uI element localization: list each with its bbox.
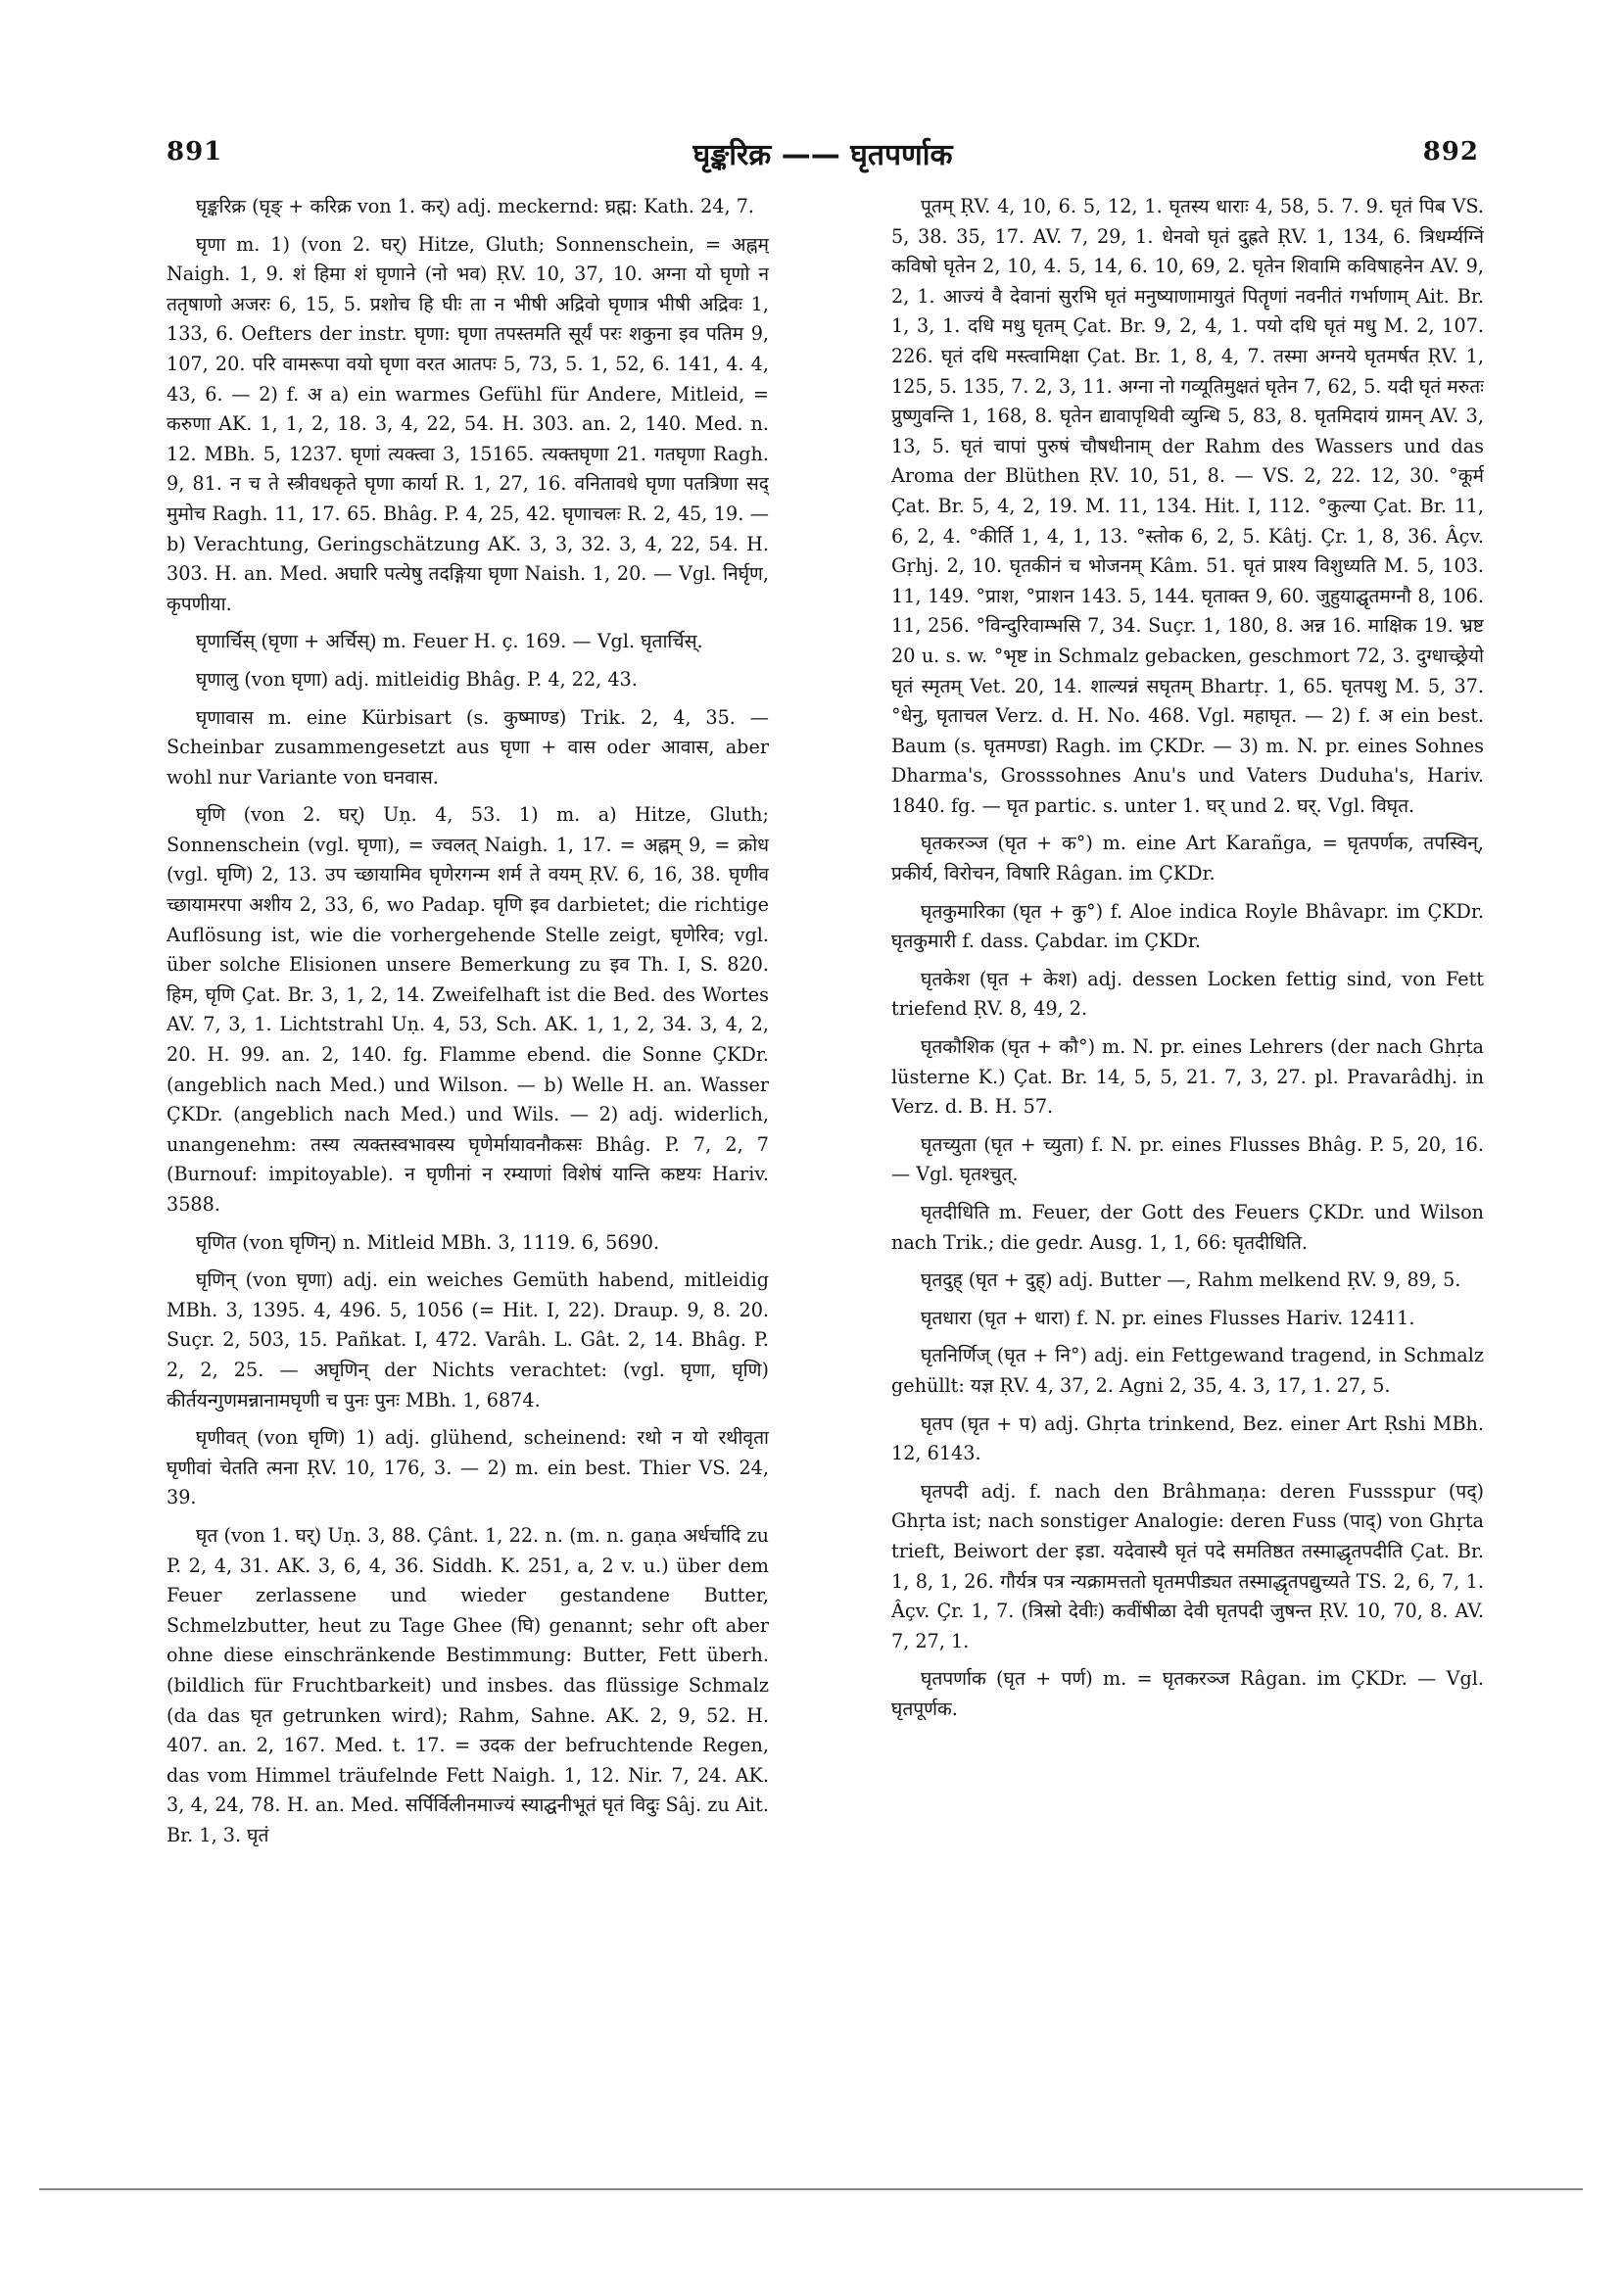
entry: घृणीवत् (von घृणि) 1) adj. glühend, scheinend: रथो न यो रथीवृता घृणीवां चेतति त्मना ṚV. 10, 176, 3. — 2) m. ein best. Thier VS. 24, 39. — [167, 1426, 769, 1509]
entry: घृणिन् (von घृणा) adj. ein weiches Gemüth habend, mitleidig MBh. 3, 1395. 4, 496. 5, 1056 (= Hit. I, 22). Draup. 9, 8. 20. Suçr. 2, 503, 15. Pañkat. I, 472. Varâh. L. Gât. 2, 14. Bhâg. P. 2, 2, 25. — अघृणिन् der Nichts verachtet: (vgl. घृणा, घृणि) कीर्तयन्गुणमन्नानामघृणी च पुनः पुनः MBh. 1, 6874. — [167, 1268, 769, 1411]
entry: घृङ्करिक्र (घृङ् + करिक्र von 1. कर्) adj. meckernd: घ्रह्म: Kath. 24, 7. — [196, 195, 755, 217]
page-header — [167, 137, 1479, 176]
entry: घृणित (von घृणिन्) n. Mitleid MBh. 3, 1119. 6, 5690. — [196, 1230, 660, 1254]
entry: घृतपदी adj. f. nach den Brâhmaṇa: deren Fussspur (पद्) Ghṛta ist; nach sonstiger Analogie: deren Fuss (पाद्) von Ghṛta trieft, Beiwort der इडा. यदेवास्यै घृतं पदे समतिष्ठत तस्माद्धृतपदीति Çat. Br. 1, 8, 1, 26. गौर्यत्र पत्र न्यक्रामत्ततो घृतमपीड्यत तस्माद्धृतपद्युच्यते TS. 2, 6, 7, 1. Âçv. Çr. 1, 7. (त्रिस्रो देवीः) कवींषीळा देवी घृतपदी जुषन्त ṚV. 10, 70, 8. AV. 7, 27, 1. — [891, 1479, 1484, 1652]
entry: घृतकुमारिका (घृत + कु°) f. Aloe indica Royle Bhâvapr. im ÇKDr. घृतकुमारी f. dass. Çabdar. im ÇKDr. — [891, 899, 1484, 953]
entry: घृणा m. 1) (von 2. घर्) Hitze, Gluth; Sonnenschein, = अह्नम् Naigh. 1, 9. शं हिमा शं घृणाने (नो भव) ṚV. 10, 37, 10. अग्ना यो घृणो न ततृषाणो अजरः 6, 15, 5. प्रशोच हि घीः ता न भीषी अद्रिवो घृणात्र भीषी अद्रिवः 1, 133, 6. Oefters der instr. घृणा: घृणा तपस्तमति सूर्यं परः शकुना इव पतिम 9, 107, 20. परि वामरूपा वयो घृणा वरत आतपः 5, 73, 5. 1, 52, 6. 141, 4. 4, 43, 6. — 2) f. अ a) ein warmes Gefühl für Andere, Mitleid, = करुणा AK. 1, 1, 2, 18. 3, 4, 22, 54. H. 303. an. 2, 140. Med. n. 12. MBh. 5, 1237. घृणां त्यक्त्वा 3, 15165. त्यक्तघृणा 21. गतघृणा Ragh. 9, 81. न च ते स्त्रीवधकृते घृणा कार्या R. 1, 27, 16. वनितावधे घृणा पतत्रिणा सद् मुमोच Ragh. 11, 17. 65. Bhâg. P. 4, 25, 42. घृणाचलः R. 2, 45, 19. — b) Verachtung, Geringschätzung AK. 3, 3, 32. 3, 4, 22, 54. H. 303. H. an. Med. अघारि पत्येषु तदङ्गिया घृणा Naish. 1, 20. — Vgl. निर्घृण, कृपणीया. — [167, 232, 769, 615]
right-page-number: 892 — [1422, 137, 1479, 167]
entry: घृणावास m. eine Kürbisart (s. कुष्माण्ड) Trik. 2, 4, 35. — Scheinbar zusammengesetzt aus घृणा + वास oder आवास, aber wohl nur Variante von घनवास. — [167, 705, 769, 789]
entry: घृतकौशिक (घृत + कौ°) m. N. pr. eines Lehrers (der nach Ghṛta lüsterne K.) Çat. Br. 14, 5, 5, 21. 7, 3, 27. pl. Pravarâdhj. in Verz. d. B. H. 57. — [891, 1035, 1484, 1119]
entry: घृतकेश (घृत + केश) adj. dessen Locken fettig sind, von Fett triefend ṚV. 8, 49, 2. — [891, 967, 1484, 1021]
entry: घृणि (von 2. घर्) Uṇ. 4, 53. 1) m. a) Hitze, Gluth; Sonnenschein (vgl. घृणा), = ज्वलत् Naigh. 1, 17. = अह्नम् 9, = क्रोध (vgl. घृणि) 2, 13. उप च्छायामिव घृणेरगन्म शर्म ते वयम् ṚV. 6, 16, 38. घृणीव च्छायामरपा अशीय 2, 33, 6, wo Padap. घृणि इव darbietet; die richtige Auflösung ist, wie die vorhergehende Stelle zeigt, घृणेरिव; vgl. über solche Elisionen unsere Bemerkung zu इव Th. I, S. 820. हिम, घृणि Çat. Br. 3, 1, 2, 14. Zweifelhaft ist die Bed. des Wortes AV. 7, 3, 1. Lichtstrahl Uṇ. 4, 53, Sch. AK. 1, 1, 2, 34. 3, 4, 2, 20. H. 99. an. 2, 140. fg. Flamme ebend. die Sonne ÇKDr. (angeblich nach Med.) und Wilson. — b) Welle H. an. Wasser ÇKDr. (angeblich nach Med.) und Wils. — 2) adj. widerlich, unangenehm: तस्य त्यक्तस्वभावस्य घृणेर्मायावनौकसः Bhâg. P. 7, 2, 7 (Burnouf: impitoyable). न घृणीनां न रम्याणां विशेषं यान्ति कष्टयः Hariv. 3588. — [167, 803, 769, 1216]
entry: घृतकरञ्ज (घृत + क°) m. eine Art Karañga, = घृतपर्णक, तपस्विन्, प्रकीर्य, विरोचन, विषारि Râgan. im ÇKDr. — [891, 832, 1484, 885]
left-column — [167, 192, 769, 2073]
entry: घृतपर्णाक (घृत + पर्ण) m. = घृतकरञ्ज Râgan. im ÇKDr. — Vgl. घृतपूर्णक. — [891, 1667, 1484, 1720]
entry: घृतदीधिति m. Feuer, der Gott des Feuers ÇKDr. und Wilson nach Trik.; die gedr. Ausg. 1, 1, 66: घृतदीधिति. — [891, 1201, 1484, 1254]
entry: घृतप (घृत + प) adj. Ghṛta trinkend, Bez. einer Art Ṛshi MBh. 12, 6143. — [891, 1411, 1484, 1465]
running-title: घृङ्करिक्र —— घृतपर्णाक — [692, 138, 953, 172]
entry: घृतदुह् (घृत + दुह्) adj. Butter —, Rahm melkend ṚV. 9, 89, 5. — [921, 1268, 1461, 1292]
entry: पूतम् ṚV. 4, 10, 6. 5, 12, 1. घृतस्य धाराः 4, 58, 5. 7. 9. घृतं पिब VS. 5, 38. 35, 17. AV. 7, 29, 1. धेनवो घृतं दुह्रते ṚV. 1, 134, 6. त्रिधर्म्यग्निं कविषो घृतेन 2, 10, 4. 5, 14, 6. 10, 69, 2. घृतेन शिवामि कविषाहनेन AV. 9, 2, 1. आज्यं वै देवानां सुरभि घृतं मनुष्याणामायुतं पितॄणां नवनीतं गर्भाणाम् Ait. Br. 1, 3, 1. दधि मधु घृतम् Çat. Br. 9, 2, 4, 1. पयो दधि घृतं मधु M. 2, 107. 226. घृतं दधि मस्त्वामिक्षा Çat. Br. 1, 8, 4, 7. तस्मा अग्नये घृतमर्षत ṚV. 1, 125, 5. 135, 7. 2, 3, 11. अग्ना नो गव्यूतिमुक्षतं घृतेन 7, 62, 5. यदी घृतं मरुतः प्रुष्णुवन्ति 1, 168, 8. घृतेन द्यावापृथिवी व्युन्धि 5, 83, 8. घृतमिदायं ग्रामन् AV. 3, 13, 5. घृतं चापां पुरुषं चौषधीनाम् der Rahm des Wassers und das Aroma der Blüthen ṚV. 10, 51, 8. — VS. 2, 22. 12, 30. °कूर्म Çat. Br. 5, 4, 2, 19. M. 11, 134. Hit. I, 112. °कुल्या Çat. Br. 11, 6, 2, 4. °कीर्ति 1, 4, 1, 13. °स्तोक 6, 2, 5. Kâtj. Çr. 1, 8, 36. Âçv. Gṛhj. 2, 10. घृतकीनं च भोजनम् Kâm. 51. घृतं प्राश्य विशुध्यति M. 5, 103. 11, 149. °प्राश, °प्राशन 143. 5, 144. घृताक्त 9, 60. जुहुयाद्घृतमग्नौ 8, 106. 11, 256. °विन्दुरिवाम्भसि 7, 34. Suçr. 1, 180, 8. अन्न 16. माक्षिक 19. भ्रष्ट 20 u. s. w. °भृष्ट in Schmalz gebacken, geschmort 72, 3. दुग्धाच्छ्रेयो घृतं स्मृतम् Vet. 20, 14. शाल्यन्नं सघृतम् Bhartṛ. 1, 65. घृतपशु M. 5, 37. °धेनु, घृताचल Verz. d. H. No. 468. Vgl. महाघृत. — 2) f. अ ein best. Baum (s. घृतमण्डा) Ragh. im ÇKDr. — 3) m. N. pr. eines Sohnes Dharma's, Grosssohnes Anu's und Vaters Duduha's, Hariv. 1840. fg. — घृत partic. s. unter 1. घर् und 2. घर्. Vgl. विघृत. — [891, 195, 1484, 817]
entry: घृतधारा (घृत + धारा) f. N. pr. eines Flusses Hariv. 12411. — [921, 1306, 1415, 1329]
entry: घृणार्चिस् (घृणा + अर्चिस्) m. Feuer H. ç. 169. — Vgl. घृतार्चिस्. — [196, 630, 703, 653]
entry: घृणालु (von घृणा) adj. mitleidig Bhâg. P. 4, 22, 43. — [196, 667, 638, 691]
left-page-number: 891 — [167, 137, 223, 167]
entry: घृत (von 1. घर्) Uṇ. 3, 88. Çânt. 1, 22. n. (m. n. gaṇa अर्धर्चादि zu P. 2, 4, 31. AK. 3, 6, 4, 36. Siddh. K. 251, a, 2 v. u.) über dem Feuer zerlassene und wieder gestandene Butter, Schmelzbutter, heut zu Tage Ghee (घि) genannt; sehr oft aber ohne diese einschränkende Bestimmung: Butter, Fett überh. (bildlich für Fruchtbarkeit) und insbes. das flüssige Schmalz (da das घृत getrunken wird); Rahm, Sahne. AK. 2, 9, 52. H. 407. an. 2, 167. Med. t. 17. = उदक der befruchtende Regen, das vom Himmel träufelnde Fett Naigh. 1, 12. Nir. 7, 24. AK. 3, 4, 24, 78. H. an. Med. सर्पिर्विलीनमाज्यं स्याद्घनीभूतं घृतं विदुः Sâj. zu Ait. Br. 1, 3. घृतं — [167, 1523, 769, 1846]
entry: घृतच्युता (घृत + च्युता) f. N. pr. eines Flusses Bhâg. P. 5, 20, 16. — Vgl. घृतश्चुत्. — [891, 1132, 1484, 1186]
right-column — [891, 192, 1484, 2073]
entry: घृतनिर्णिज् (घृत + नि°) adj. ein Fettgewand tragend, in Schmalz gehüllt: यज्ञ ṚV. 4, 37, 2. Agni 2, 35, 4. 3, 17, 1. 27, 5. — [891, 1344, 1484, 1397]
bottom-rule — [39, 2188, 1583, 2190]
